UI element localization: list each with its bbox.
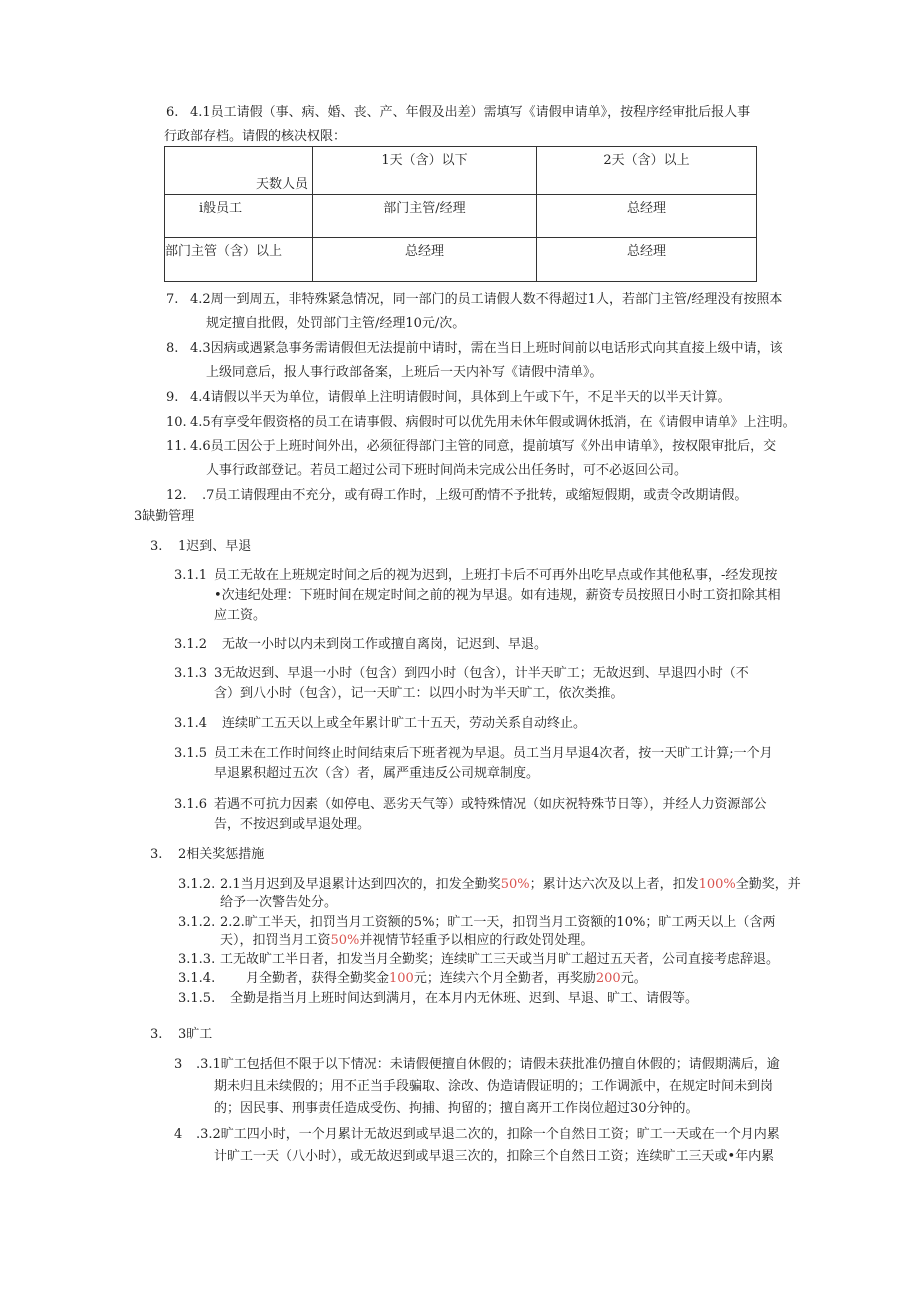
item-3-1-4-line1: 连续旷工五天以上或全年累计旷工十五天，劳动关系自动终止。 <box>222 716 587 731</box>
reward-2-highlight: 50% <box>330 933 360 948</box>
item-11-number: 11. <box>166 439 187 454</box>
reward-4-text-c: 元。 <box>620 971 647 986</box>
item-8-line1: 4.3因病或遇紧急事务需请假但无法提前中请时，需在当日上班时间前以电话形式向其直接上级中请，该 <box>190 341 783 356</box>
absent-1-line3: 的；因民事、刑事责任造成受伤、拘捕、拘留的；擅自离开工作岗位超过30分钟的。 <box>214 1101 699 1116</box>
table-header-col2: 2天（含）以上 <box>537 147 757 195</box>
item-3-1-6-number: 3.1.6 <box>174 797 208 812</box>
table-cell-approver: 总经理 <box>537 195 757 237</box>
table-corner-label: 天数人员 <box>255 177 308 193</box>
item-3-1-2-number: 3.1.2 <box>174 637 208 652</box>
item-3-1-2-line1: 无故一小时以内未到岗工作或擅自离岗，记迟到、早退。 <box>222 637 548 652</box>
section-title-absence: 3缺勤管理 <box>134 509 195 524</box>
item-12-line1: .7员工请假理由不充分，或有碍工作时，上级可酌情不予批转，或缩短假期，或责令改期请假。 <box>202 488 748 503</box>
reward-2-text-b: 并视情节轻重予以相应的行政处罚处理。 <box>359 933 594 948</box>
reward-4-highlight-b: 200 <box>595 971 621 986</box>
reward-3-line1: 工无故旷工半日者，扣发当月全勤奖；连续旷工三天或当月旷工超过五天者，公司直接考虑辞退。 <box>220 952 780 967</box>
subsection-3-1-number: 3. <box>150 539 163 554</box>
subsection-3-3-title: 3旷工 <box>178 1027 213 1042</box>
table-row <box>165 195 757 237</box>
reward-4-number: 3.1.4. <box>178 971 216 986</box>
item-10-line1: 4.5有享受年假资格的员工在请事假、病假时可以优先用未休年假或调休抵消，在《请假申请单》上注明。 <box>190 415 796 430</box>
item-7-number: 7. <box>166 292 179 307</box>
item-3-1-4-number: 3.1.4 <box>174 716 208 731</box>
reward-2-number: 3.1.2. <box>178 915 216 930</box>
reward-2-text-a: 天），扣罚当月工资 <box>220 933 331 948</box>
item-10-number: 10. <box>166 415 187 430</box>
reward-2-line2 <box>220 932 593 950</box>
table-cell-role: i般员工 <box>165 195 313 237</box>
table-row <box>165 237 757 281</box>
reward-1-text-a: 2.1当月迟到及早退累计达到四次的，扣发全勤奖 <box>220 877 501 892</box>
reward-1-text-c: 全勤奖，并 <box>735 877 801 892</box>
subsection-3-2-number: 3. <box>150 847 163 862</box>
item-3-1-6-line2: 告，不按迟到或早退处理。 <box>214 817 371 832</box>
table-cell-approver: 总经理 <box>537 237 757 281</box>
item-12-number: 12. <box>166 488 187 503</box>
reward-1-highlight-b: 100% <box>698 877 736 892</box>
item-3-1-6-line1: 若遇不可抗力因素（如停电、恶劣天气等）或特殊情况（如庆祝特殊节日等），并经人力资源部公 <box>214 797 767 812</box>
table-cell-role: 部门主管（含）以上 <box>165 237 313 281</box>
reward-1-text-b: ；累计达六次及以上者，扣发 <box>529 877 699 892</box>
item-3-1-1-number: 3.1.1 <box>174 568 208 583</box>
item-11-line1: 4.6员工因公于上班时间外出，必须征得部门主管的同意，提前填写《外出申请单》，按权限审批后，交 <box>190 439 777 454</box>
table-header-col1: 1天（含）以下 <box>313 147 537 195</box>
item-7-line1: 4.2周一到周五，非特殊紧急情况，同一部门的员工请假人数不得超过1人，若部门主管/经理没有按照本 <box>190 292 783 307</box>
item-6-line2: 行政部存档。请假的核决权限： <box>164 129 347 144</box>
item-3-1-1-line2: •次违纪处理：下班时间在规定时间之前的视为早退。如有违规，薪资专员按照日小时工资扣除其相 <box>214 588 781 603</box>
item-3-1-5-line1: 员工未在工作时间终止时间结束后下班者视为早退。员工当月早退4次者，按一天旷工计算;一个月 <box>214 746 773 761</box>
item-11-line2: 人事行政部登记。若员工超过公司下班时间尚未完成公出任务时，可不必返回公司。 <box>206 463 688 478</box>
reward-4-text-a: 月全勤者，获得全勤奖金 <box>246 971 390 986</box>
reward-4-highlight-a: 100 <box>389 971 414 986</box>
absent-1-line1: .3.1旷工包括但不限于以下情况：未请假便擅自休假的；请假未获批准仍擅自休假的；请假期满后，逾 <box>196 1057 780 1072</box>
item-8-number: 8. <box>166 341 179 356</box>
subsection-3-3-number: 3. <box>150 1027 163 1042</box>
reward-2-line1: 2.2.旷工半天，扣罚当月工资额的5%；旷工一天，扣罚当月工资额的10%；旷工两天以上（含两 <box>220 915 776 930</box>
item-3-1-5-line2: 早退累积超过五次（含）者，属严重违反公司规章制度。 <box>214 766 540 781</box>
item-3-1-3-number: 3.1.3 <box>174 666 208 681</box>
reward-1-number: 3.1.2. <box>178 877 216 892</box>
reward-1-highlight-a: 50% <box>500 877 530 892</box>
reward-5-number: 3.1.5. <box>178 991 216 1006</box>
item-8-line2: 上级同意后，报人事行政部备案，上班后一天内补写《请假中清单》。 <box>206 365 603 380</box>
table-cell-approver: 部门主管/经理 <box>313 195 537 237</box>
item-3-1-3-line1: 3无故迟到、早退一小时（包含）到四小时（包含），计半天旷工；无故迟到、早退四小时（不 <box>214 666 749 681</box>
item-3-1-1-line3: 应工资。 <box>214 608 267 623</box>
reward-1-line1 <box>220 876 801 894</box>
item-9-line1: 4.4请假以半天为单位，请假单上注明请假时间，具体到上午或下午，不足半天的以半天计算。 <box>190 390 731 405</box>
absent-2-line2: 计旷工一天（八小时），或无故迟到或早退三次的，扣除三个自然日工资；连续旷工三天或•年内累 <box>214 1149 775 1164</box>
reward-5-line1: 全勤是指当月上班时间达到满月，在本月内无休班、迟到、早退、旷工、请假等。 <box>230 991 699 1006</box>
reward-4-text-b: 元；连续六个月全勤者，再奖励 <box>413 971 596 986</box>
absent-1-line2: 期未归且未续假的；用不正当手段骗取、涂改、伪造请假证明的；工作调派中，在规定时间未到岗 <box>214 1079 774 1094</box>
item-9-number: 9. <box>166 390 179 405</box>
table-cell-approver: 总经理 <box>313 237 537 281</box>
item-3-1-5-number: 3.1.5 <box>174 746 208 761</box>
item-6-number: 6. <box>166 105 179 120</box>
subsection-3-2-title: 2相关奖惩措施 <box>178 847 265 862</box>
reward-3-number: 3.1.3. <box>178 952 216 967</box>
reward-1-line2: 给予一次警告处分。 <box>220 895 338 910</box>
absent-2-number: 4 <box>174 1127 183 1142</box>
leave-approval-table <box>164 146 757 282</box>
reward-4-line1 <box>246 970 647 988</box>
absent-2-line1: .3.2旷工四小时，一个月累计无故迟到或早退二次的，扣除一个自然日工资；旷工一天或在一个月内累 <box>196 1127 780 1142</box>
subsection-3-1-title: 1迟到、早退 <box>178 539 252 554</box>
item-3-1-3-line2: 含）到八小时（包含），记一天旷工：以四小时为半天旷工，依次类推。 <box>214 686 624 701</box>
item-3-1-1-line1: 员工无故在上班规定时间之后的视为迟到，上班打卡后不可再外出吃早点或作其他私事，-经发现按 <box>214 568 778 583</box>
item-6-line1: 4.1员工请假（事、病、婚、丧、产、年假及出差）需填写《请假申请单》，按程序经审批后报人事 <box>190 105 751 120</box>
table-corner-cell <box>165 147 313 195</box>
absent-1-number: 3 <box>174 1057 183 1072</box>
item-7-line2: 规定擅自批假，处罚部门主管/经理10元/次。 <box>206 316 466 331</box>
